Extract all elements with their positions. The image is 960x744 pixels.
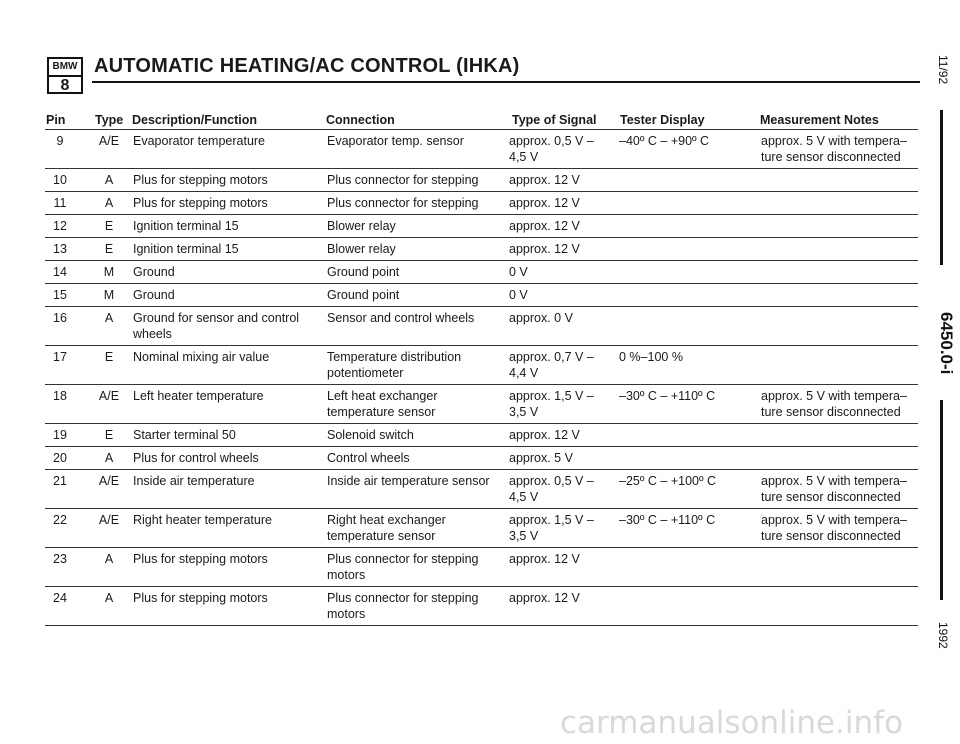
type-cell: A (104, 311, 114, 325)
table-row (0, 450, 930, 466)
desc-cell: Plus for control wheels (133, 451, 259, 465)
type-cell: A (104, 196, 114, 210)
table-row (0, 590, 930, 622)
col-notes: Measurement Notes (760, 113, 879, 127)
table-row (0, 388, 930, 420)
type-cell: E (104, 350, 114, 364)
table-row (0, 241, 930, 257)
row-divider (45, 384, 918, 385)
type-cell: A (104, 451, 114, 465)
signal-cell: 3,5 V (509, 529, 539, 543)
desc-cell: Plus for stepping motors (133, 173, 268, 187)
desc-cell: Plus for stepping motors (133, 552, 268, 566)
signal-cell: approx. 12 V (509, 428, 580, 442)
watermark: carmanualsonline.info (560, 705, 904, 741)
signal-cell: 0 V (509, 265, 528, 279)
pin-cell: 17 (53, 350, 67, 364)
pin-cell: 13 (53, 242, 67, 256)
type-cell: E (104, 242, 114, 256)
row-divider (45, 168, 918, 169)
pin-cell: 16 (53, 311, 67, 325)
col-tester: Tester Display (620, 113, 705, 127)
tester-cell: –25º C – +100º C (619, 474, 717, 488)
conn-cell: Plus connector for stepping (327, 591, 479, 605)
row-divider (45, 306, 918, 307)
row-divider (45, 446, 918, 447)
conn-cell: Left heat exchanger (327, 389, 438, 403)
notes-cell: ture sensor disconnected (761, 529, 901, 543)
row-divider (45, 423, 918, 424)
logo-brand: BMW (49, 59, 81, 77)
logo-series: 8 (60, 77, 70, 94)
conn-cell: Blower relay (327, 219, 396, 233)
row-divider (45, 283, 918, 284)
table-row (0, 512, 930, 544)
signal-cell: approx. 12 V (509, 242, 580, 256)
conn-cell: Ground point (327, 288, 400, 302)
tester-cell: 0 %–100 % (619, 350, 683, 364)
pin-cell: 21 (53, 474, 67, 488)
side-bar-bottom (940, 400, 943, 600)
side-section-code: 6450.0-i (937, 312, 956, 375)
notes-cell: approx. 5 V with tempera– (761, 389, 907, 403)
type-cell: E (104, 428, 114, 442)
table-row (0, 287, 930, 303)
desc-cell: wheels (133, 327, 172, 341)
signal-cell: 3,5 V (509, 405, 539, 419)
col-signal: Type of Signal (512, 113, 597, 127)
conn-cell: Evaporator temp. sensor (327, 134, 464, 148)
table-row (0, 349, 930, 381)
tester-cell: –30º C – +110º C (619, 513, 716, 527)
pin-cell: 23 (53, 552, 67, 566)
notes-cell: ture sensor disconnected (761, 405, 901, 419)
signal-cell: approx. 1,5 V – (509, 513, 594, 527)
row-divider (45, 260, 918, 261)
type-cell: E (104, 219, 114, 233)
conn-cell: Ground point (327, 265, 400, 279)
row-divider (45, 214, 918, 215)
signal-cell: approx. 5 V (509, 451, 573, 465)
conn-cell: temperature sensor (327, 405, 436, 419)
pin-cell: 11 (53, 196, 67, 210)
row-divider (45, 345, 918, 346)
pin-cell: 24 (53, 591, 67, 605)
conn-cell: Control wheels (327, 451, 410, 465)
tester-cell: –30º C – +110º C (619, 389, 716, 403)
col-type: Type (95, 113, 124, 127)
type-cell: A (104, 173, 114, 187)
conn-cell: Right heat exchanger (327, 513, 446, 527)
row-divider (45, 469, 918, 470)
col-connection: Connection (326, 113, 395, 127)
pin-cell: 22 (53, 513, 67, 527)
signal-cell: approx. 1,5 V – (509, 389, 594, 403)
desc-cell: Inside air temperature (133, 474, 255, 488)
conn-cell: Temperature distribution (327, 350, 462, 364)
signal-cell: approx. 12 V (509, 219, 580, 233)
desc-cell: Plus for stepping motors (133, 196, 268, 210)
desc-cell: Ground for sensor and control (133, 311, 300, 325)
row-divider (45, 586, 918, 587)
signal-cell: approx. 0,7 V – (509, 350, 594, 364)
notes-cell: approx. 5 V with tempera– (761, 513, 907, 527)
col-pin: Pin (46, 113, 66, 127)
signal-cell: approx. 12 V (509, 196, 580, 210)
table-row (0, 264, 930, 280)
type-cell: A/E (98, 513, 120, 527)
type-cell: A (104, 552, 114, 566)
pin-cell: 10 (53, 173, 67, 187)
conn-cell: Plus connector for stepping (327, 552, 479, 566)
tester-cell: –40º C – +90º C (619, 134, 710, 148)
conn-cell: Plus connector for stepping (327, 196, 479, 210)
signal-cell: 4,5 V (509, 490, 539, 504)
conn-cell: potentiometer (327, 366, 404, 380)
type-cell: A (104, 591, 114, 605)
notes-cell: ture sensor disconnected (761, 150, 901, 164)
desc-cell: Ignition terminal 15 (133, 242, 239, 256)
signal-cell: approx. 12 V (509, 591, 580, 605)
signal-cell: approx. 0 V (509, 311, 573, 325)
type-cell: A/E (98, 389, 120, 403)
side-bar-top (940, 110, 943, 265)
table-row (0, 473, 930, 505)
pin-cell: 14 (53, 265, 67, 279)
desc-cell: Plus for stepping motors (133, 591, 268, 605)
conn-cell: Solenoid switch (327, 428, 414, 442)
table-row (0, 427, 930, 443)
signal-cell: approx. 0,5 V – (509, 474, 594, 488)
conn-cell: motors (327, 607, 366, 621)
col-description: Description/Function (132, 113, 257, 127)
desc-cell: Left heater temperature (133, 389, 264, 403)
row-divider (45, 508, 918, 509)
page-title: AUTOMATIC HEATING/AC CONTROL (IHKA) (94, 55, 520, 77)
conn-cell: temperature sensor (327, 529, 436, 543)
signal-cell: approx. 0,5 V – (509, 134, 594, 148)
type-cell: A/E (98, 134, 120, 148)
signal-cell: 4,5 V (509, 150, 539, 164)
table-row (0, 172, 930, 188)
conn-cell: motors (327, 568, 366, 582)
row-divider (45, 191, 918, 192)
signal-cell: approx. 12 V (509, 173, 580, 187)
pin-cell: 18 (53, 389, 67, 403)
notes-cell: approx. 5 V with tempera– (761, 134, 907, 148)
pin-cell: 15 (53, 288, 67, 302)
table-row (0, 133, 930, 165)
title-divider (92, 81, 920, 83)
row-divider (45, 237, 918, 238)
desc-cell: Ignition terminal 15 (133, 219, 239, 233)
table-header (0, 113, 930, 129)
conn-cell: Blower relay (327, 242, 396, 256)
signal-cell: approx. 12 V (509, 552, 580, 566)
table-row (0, 195, 930, 211)
desc-cell: Nominal mixing air value (133, 350, 270, 364)
desc-cell: Evaporator temperature (133, 134, 266, 148)
desc-cell: Ground (133, 288, 175, 302)
notes-cell: ture sensor disconnected (761, 490, 901, 504)
pin-cell: 20 (53, 451, 67, 465)
conn-cell: Sensor and control wheels (327, 311, 475, 325)
pin-cell: 19 (53, 428, 67, 442)
desc-cell: Starter terminal 50 (133, 428, 236, 442)
conn-cell: Plus connector for stepping (327, 173, 479, 187)
pin-cell: 12 (53, 219, 67, 233)
row-divider (45, 547, 918, 548)
signal-cell: 0 V (509, 288, 528, 302)
table-row (0, 218, 930, 234)
conn-cell: Inside air temperature sensor (327, 474, 490, 488)
type-cell: M (103, 265, 115, 279)
pin-cell: 9 (56, 134, 64, 148)
table-row (0, 310, 930, 342)
signal-cell: 4,4 V (509, 366, 539, 380)
header-divider (45, 129, 918, 130)
desc-cell: Ground (133, 265, 175, 279)
table-row (0, 551, 930, 583)
notes-cell: approx. 5 V with tempera– (761, 474, 907, 488)
row-divider (45, 625, 918, 626)
type-cell: M (103, 288, 115, 302)
side-date: 11/92 (936, 55, 950, 85)
desc-cell: Right heater temperature (133, 513, 272, 527)
bmw-8-series-logo (47, 57, 83, 94)
side-year: 1992 (936, 622, 950, 649)
type-cell: A/E (98, 474, 120, 488)
